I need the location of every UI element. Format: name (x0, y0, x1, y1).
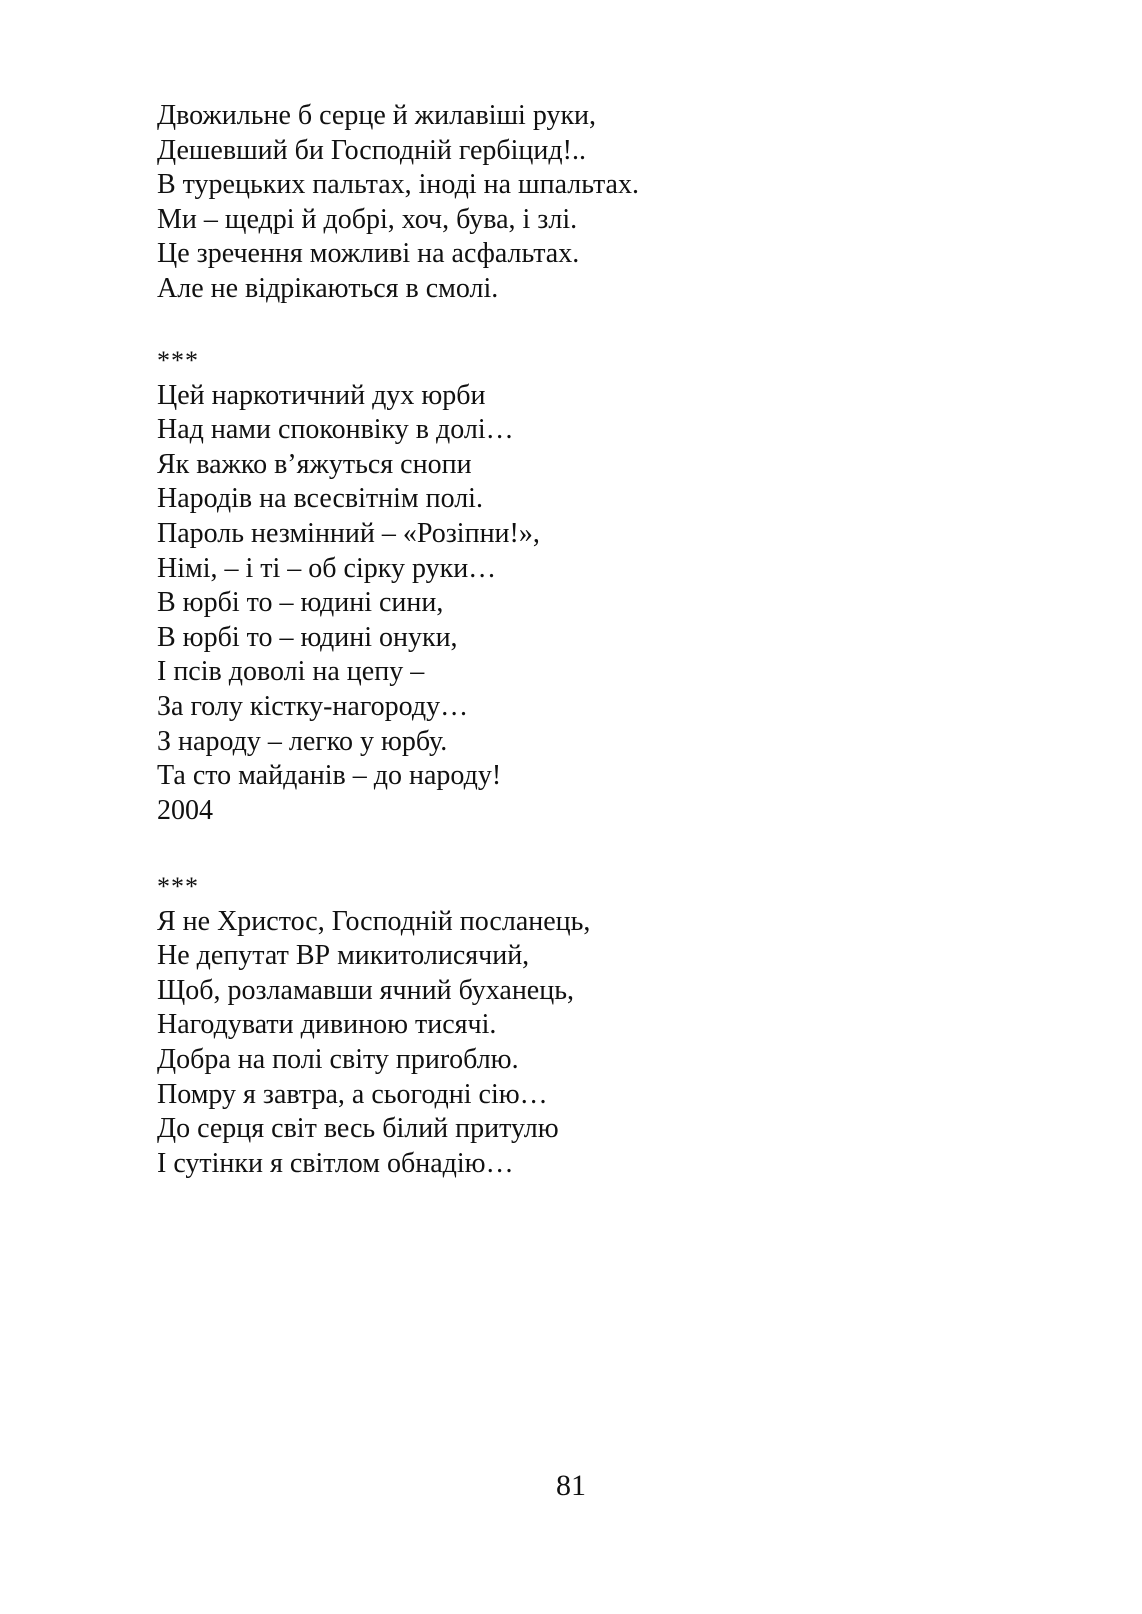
poem-line: Щоб, розламавши ячний буханець, (157, 974, 574, 1006)
poem-line: Як важко в’яжуться снопи (157, 448, 472, 480)
poem-line: Не депутат ВР микитолисячий, (157, 940, 530, 972)
poem-line: Німі, – і ті – об сірку руки… (157, 552, 497, 584)
poem-line: Але не відрікаються в смолі. (157, 272, 499, 304)
poem-line: Дешевший би Господній гербіцид!.. (157, 134, 586, 166)
poem-line: До серця світ весь білий притулю (157, 1113, 559, 1145)
poem-year: 2004 (157, 794, 213, 826)
poem-line: В юрбі то – юдині сини, (157, 587, 444, 619)
page-number: 81 (556, 1469, 586, 1502)
poem-line: Я не Христос, Господній посланець, (157, 905, 591, 937)
stanza-continuation (157, 99, 639, 307)
poem-line: Та сто майданів – до народу! (157, 760, 502, 792)
poem-line: Над нами споконвіку в долі… (157, 414, 514, 446)
poem-line: Нагодувати дивиною тисячі. (157, 1009, 497, 1041)
poem-line: Двожильне б серце й жилавіші руки, (157, 100, 597, 131)
poem-third (157, 870, 590, 1181)
poem-line: Пароль незмінний – «Розіпни!», (157, 517, 540, 549)
poem-line: Народів на всесвітнім полі. (157, 483, 483, 515)
poem-line: Цей наркотичний дух юрби (157, 379, 486, 411)
poem-line: В турецьких пальтах, іноді на шпальтах. (157, 169, 639, 201)
poem-separator: *** (157, 346, 199, 375)
poem-line: В юрбі то – юдині онуки, (157, 621, 458, 653)
poem-second (157, 344, 540, 828)
poem-line: Добра на полі світу приroблю. (157, 1043, 519, 1075)
poem-line: Це зречення можливі на асфальтах. (157, 238, 580, 270)
poem-line: І псів доволі на цепу – (157, 656, 425, 688)
poem-separator: *** (157, 872, 199, 901)
poem-line: І сутінки я світлом обнадію… (157, 1147, 514, 1179)
poem-line: Ми – щедрі й добрі, хоч, бува, і злі. (157, 203, 578, 235)
poem-line: З народу – легко у юрбу. (157, 725, 448, 757)
poem-line: Помру я завтра, а сьогодні сію… (157, 1078, 548, 1110)
poem-line: За голу кістку-нагороду… (157, 690, 469, 722)
